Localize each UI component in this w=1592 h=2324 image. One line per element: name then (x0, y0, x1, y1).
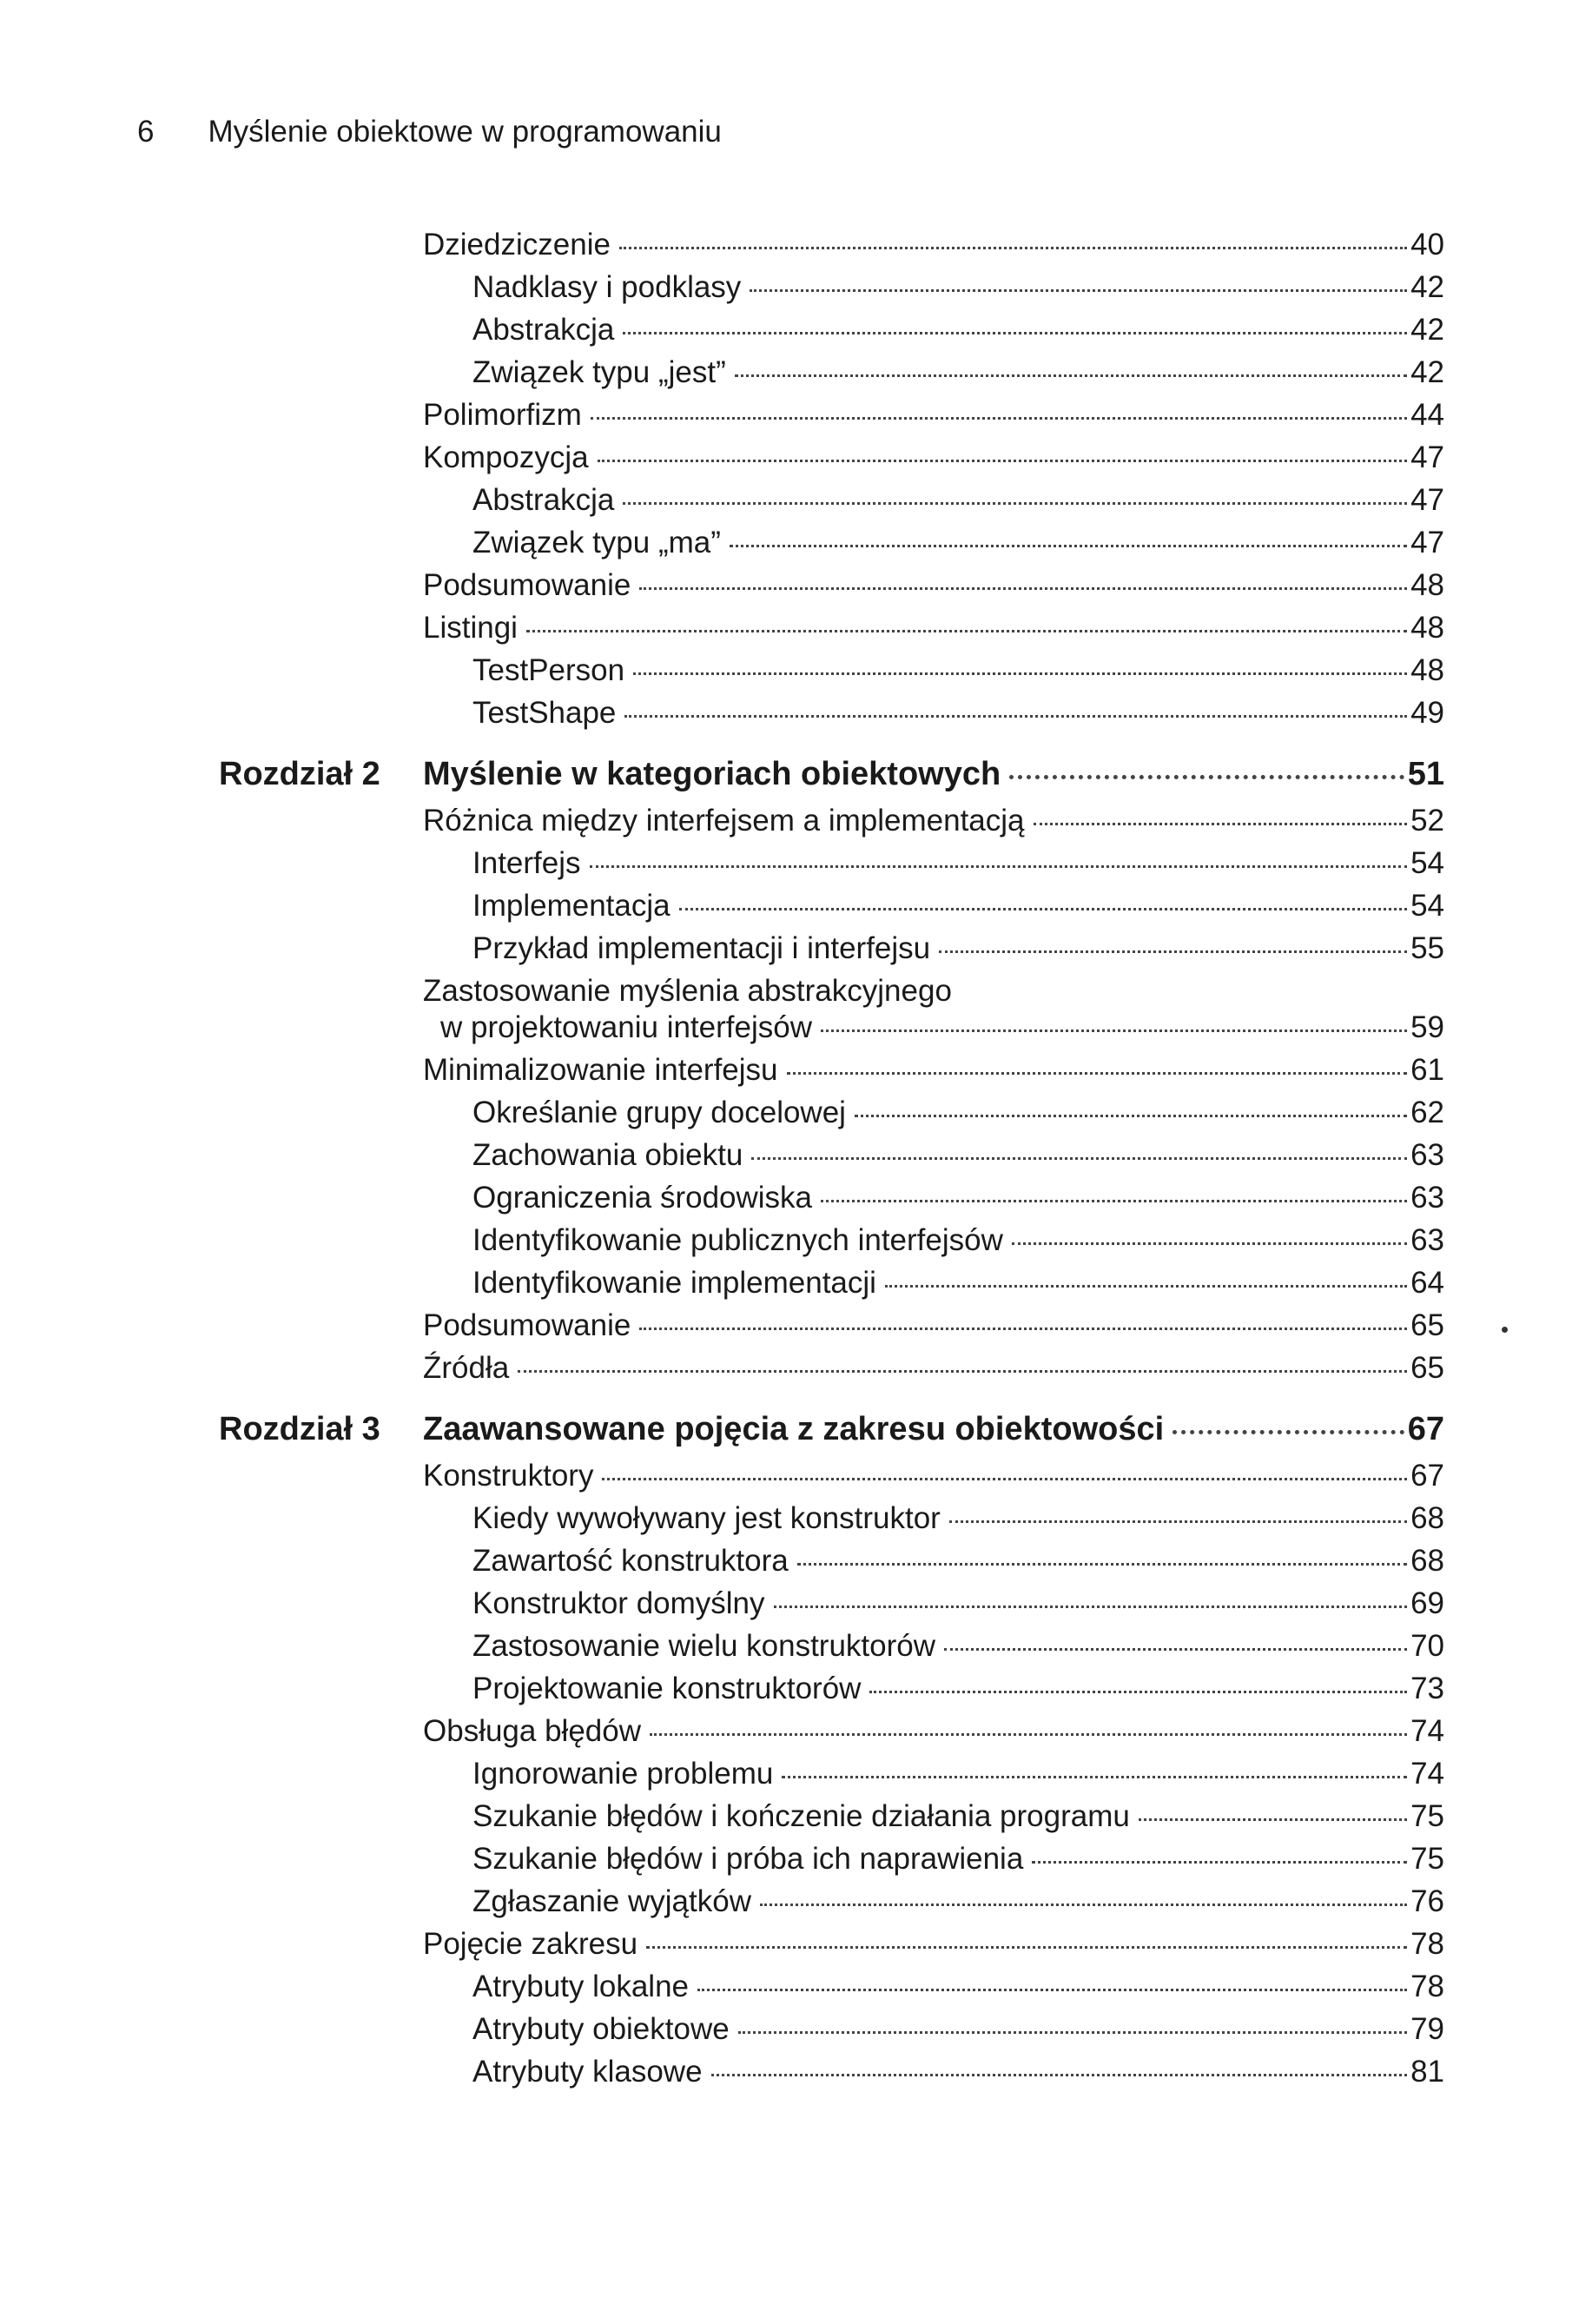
toc-entry[interactable]: Ignorowanie problemu 74 (472, 1757, 1444, 1791)
chapter-3-label: Rozdział 3 (219, 1411, 380, 1447)
toc-entry[interactable]: Abstrakcja 42 (472, 313, 1444, 347)
toc-entry[interactable]: Podsumowanie 65 (423, 1308, 1444, 1342)
toc-entry[interactable]: TestPerson 48 (472, 653, 1444, 687)
toc-entry[interactable]: Różnica między interfejsem a implementacją 52 (423, 804, 1444, 838)
toc-entry-line[interactable]: Zastosowanie myślenia abstrakcyjnego (423, 974, 952, 1008)
toc-entry[interactable]: Źródła 65 (423, 1351, 1444, 1385)
chapter-2-label: Rozdział 2 (219, 756, 380, 792)
toc-entry[interactable]: Związek typu „jest” 42 (472, 355, 1444, 389)
toc-entry[interactable]: Identyfikowanie implementacji 64 (472, 1266, 1444, 1300)
chapter-3-title[interactable]: Zaawansowane pojęcia z zakresu obiektowości 67 (423, 1411, 1444, 1447)
toc-entry[interactable]: Związek typu „ma” 47 (472, 526, 1444, 559)
toc-entry[interactable]: Konstruktory 67 (423, 1459, 1444, 1493)
toc-entry[interactable]: Nadklasy i podklasy 42 (472, 270, 1444, 304)
toc-entry[interactable]: Atrybuty klasowe 81 (472, 2055, 1444, 2089)
page-number: 6 (137, 115, 155, 149)
toc-entry[interactable]: Konstruktor domyślny 69 (472, 1586, 1444, 1620)
toc-entry[interactable]: Dziedziczenie 40 (423, 228, 1444, 262)
scan-speck (1502, 1327, 1508, 1333)
toc-entry[interactable]: Atrybuty lokalne 78 (472, 1970, 1444, 2003)
chapter-2-title[interactable]: Myślenie w kategoriach obiektowych 51 (423, 756, 1444, 792)
toc-entry[interactable]: TestShape 49 (472, 696, 1444, 730)
toc-entry[interactable]: Minimalizowanie interfejsu 61 (423, 1053, 1444, 1087)
toc-entry[interactable]: Kompozycja 47 (423, 440, 1444, 474)
toc-entry[interactable]: Kiedy wywoływany jest konstruktor 68 (472, 1501, 1444, 1535)
toc-entry[interactable]: Szukanie błędów i próba ich naprawienia 75 (472, 1842, 1444, 1876)
toc-entry[interactable]: Interfejs 54 (472, 846, 1444, 880)
toc-entry[interactable]: Atrybuty obiektowe 79 (472, 2012, 1444, 2046)
toc-entry[interactable]: Zastosowanie wielu konstruktorów 70 (472, 1629, 1444, 1663)
toc-entry[interactable]: Projektowanie konstruktorów 73 (472, 1672, 1444, 1705)
toc-entry[interactable]: Szukanie błędów i kończenie działania programu 75 (472, 1799, 1444, 1833)
toc-entry[interactable]: Listingi 48 (423, 611, 1444, 645)
running-title: Myślenie obiektowe w programowaniu (208, 115, 722, 149)
toc-entry[interactable]: w projektowaniu interfejsów 59 (440, 1010, 1444, 1044)
toc-entry[interactable]: Ograniczenia środowiska 63 (472, 1181, 1444, 1215)
toc-entry[interactable]: Obsługa błędów 74 (423, 1714, 1444, 1748)
toc-entry[interactable]: Abstrakcja 47 (472, 483, 1444, 517)
toc-entry[interactable]: Przykład implementacji i interfejsu 55 (472, 931, 1444, 965)
toc-entry[interactable]: Zachowania obiektu 63 (472, 1138, 1444, 1172)
toc-entry[interactable]: Pojęcie zakresu 78 (423, 1927, 1444, 1961)
toc-entry[interactable]: Zgłaszanie wyjątków 76 (472, 1884, 1444, 1918)
toc-entry[interactable]: Polimorfizm 44 (423, 398, 1444, 432)
toc-entry[interactable]: Identyfikowanie publicznych interfejsów 63 (472, 1223, 1444, 1257)
toc-entry[interactable]: Zawartość konstruktora 68 (472, 1544, 1444, 1578)
toc-entry[interactable]: Implementacja 54 (472, 889, 1444, 923)
toc-entry[interactable]: Podsumowanie 48 (423, 568, 1444, 602)
toc-entry[interactable]: Określanie grupy docelowej 62 (472, 1096, 1444, 1129)
